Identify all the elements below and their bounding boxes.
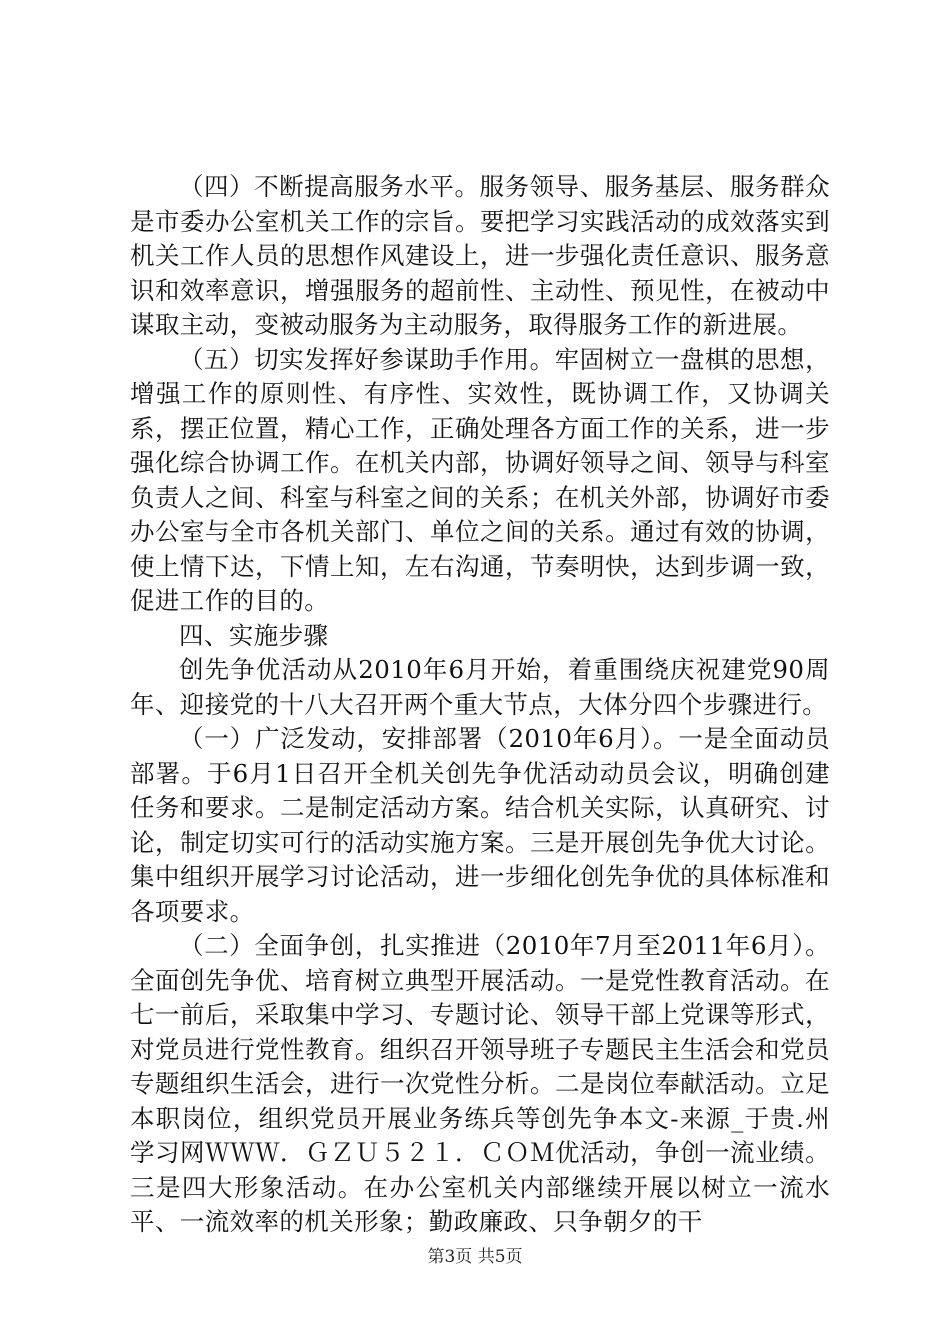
paragraph-service-level: （四）不断提高服务水平。服务领导、服务基层、服务群众是市委办公室机关工作的宗旨。要把学习实践活动的成效落实到机关工作人员的思想作风建设上，进一步强化责任意识、服务意识和效率意识，增强服务的超前性、主动性、预见性，在被动中谋取主动，变被动服务为主动服务，取得服务工作的新进展。 bbox=[130, 172, 830, 339]
paragraph-steps-intro: 创先争优活动从2010年6月开始，着重围绕庆祝建党90周年、迎接党的十八大召开两个重大节点，大体分四个步骤进行。 bbox=[130, 655, 830, 719]
page-footer bbox=[0, 1246, 950, 1268]
section-heading-implementation-steps: 四、实施步骤 bbox=[179, 620, 329, 650]
paragraph-step-two: （二）全面争创，扎实推进（2010年7月至2011年6月）。全面创先争优、培育树立典型开展活动。一是党性教育活动。在七一前后，采取集中学习、专题讨论、领导干部上党课等形式，对党员进行党性教育。组织召开领导班子专题民主生活会和党员专题组织生活会，进行一次党性分析。二是岗位奉献活动。立足本职岗位，组织党员开展业务练兵等创先争本文-来源_于贵.州学习网ＷＷＷ．ＧＺＵ５２１．ＣＯＭ优活动，争创一流业绩。三是四大形象活动。在办公室机关内部继续开展以树立一流水平、一流效率的机关形象；勤政廉政、只争朝夕的干 bbox=[130, 931, 830, 1236]
document-body bbox=[130, 170, 830, 1240]
paragraph-advisor-role: （五）切实发挥好参谋助手作用。牢固树立一盘棋的思想，增强工作的原则性、有序性、实效性，既协调工作，又协调关系，摆正位置，精心工作，正确处理各方面工作的关系，进一步强化综合协调工作。在机关内部，协调好领导之间、领导与科室负责人之间、科室与科室之间的关系；在机关外部，协调好市委办公室与全市各机关部门、单位之间的关系。通过有效的协调，使上情下达，下情上知，左右沟通，节奏明快，达到步调一致，促进工作的目的。 bbox=[130, 344, 830, 615]
paragraph-step-one: （一）广泛发动，安排部署（2010年6月）。一是全面动员部署。于6月1日召开全机关创先争优活动动员会议，明确创建任务和要求。二是制定活动方案。结合机关实际，认真研究、讨论，制定切实可行的活动实施方案。三是开展创先争优大讨论。集中组织开展学习讨论活动，进一步细化创先争优的具体标准和各项要求。 bbox=[130, 724, 830, 926]
page-number-label: 第3页 共5页 bbox=[427, 1247, 523, 1267]
